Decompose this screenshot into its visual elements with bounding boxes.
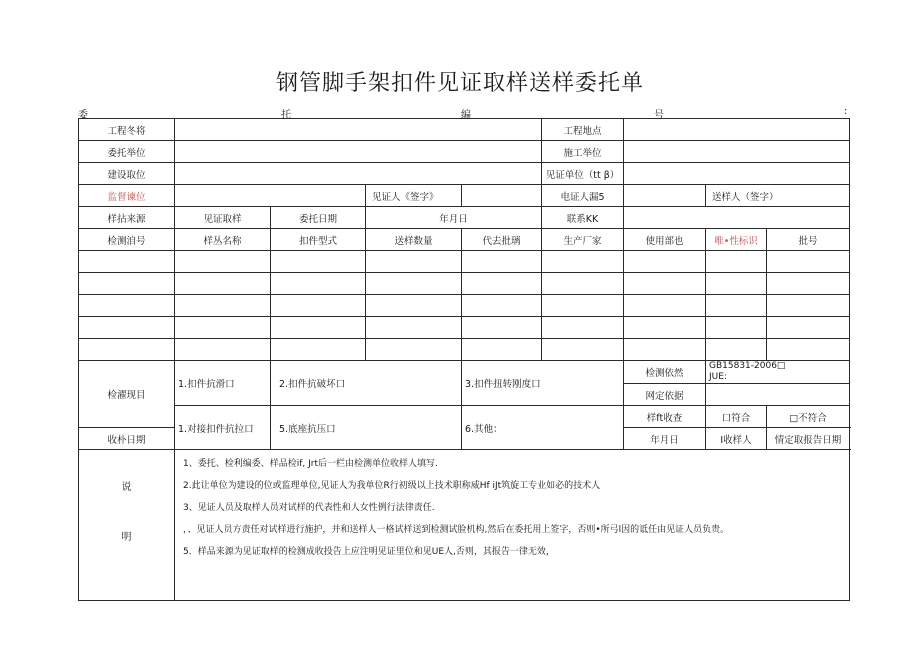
project-name-field[interactable] (175, 119, 542, 141)
column-header: 代去批璃 (462, 229, 542, 251)
sender-sign-label: 送样人（签字） (706, 185, 850, 207)
form-title: 钢管脚手架扣件见证取样送样委托单 (275, 71, 644, 96)
row-source (79, 207, 850, 229)
supervision-unit-field[interactable] (175, 185, 366, 207)
entrust-form-table (78, 118, 850, 601)
row-client (79, 141, 850, 163)
sample-source-label: 样拈来源 (79, 207, 175, 229)
client-unit-field[interactable] (175, 141, 542, 163)
sample-row[interactable] (79, 251, 850, 273)
judge-basis-label: 网定依据 (624, 384, 706, 406)
receive-date-value: 年月日 (624, 428, 706, 450)
build-unit-field[interactable] (175, 163, 542, 185)
note-line: 1、委托、检利编委、样品检if, Jrt后一栏由检测单位收样人填写. (183, 459, 438, 469)
test-items-label: 检濯现目 (79, 361, 175, 428)
receive-date-label: 收朴日期 (79, 428, 175, 450)
phone-label: 电证人漏5 (542, 185, 624, 207)
check-fail-option[interactable]: □不符合 (767, 406, 850, 428)
column-header: 使用部也 (624, 229, 706, 251)
column-header: 生产厂家 (542, 229, 624, 251)
entrust-date-label: 委托日期 (271, 207, 366, 229)
client-unit-label: 委托举位 (79, 141, 175, 163)
check-pass-option[interactable]: 口符合 (706, 406, 767, 428)
row-project (79, 119, 850, 141)
contact-field[interactable] (624, 207, 850, 229)
notes-row (79, 450, 850, 601)
column-header: 批号 (767, 229, 850, 251)
construction-unit-label: 施工举位 (542, 141, 624, 163)
notes-side-label-top: 说 (121, 482, 132, 493)
entrust-date-value: 年月日 (366, 207, 542, 229)
witness-sign-field[interactable] (462, 185, 542, 207)
build-unit-label: 建设取位 (79, 163, 175, 185)
entrust-number-char: 委 (78, 110, 88, 121)
project-location-field[interactable] (624, 119, 850, 141)
sample-row[interactable] (79, 339, 850, 361)
entrust-number-char: 号 (654, 110, 664, 121)
test-basis-label: 检测依然 (624, 361, 706, 384)
phone-field[interactable] (624, 185, 706, 207)
judge-basis-field[interactable] (706, 384, 850, 406)
note-line: ，、见证人员方责任对试样进行施护，并和送样人一格试样送到检测试脸机构,然后在委托用上签字，否则•所弓l因的诋任由见证人员负贵。 (183, 525, 730, 535)
column-header: 样丛名称 (175, 229, 271, 251)
column-header: 检测洎号 (79, 229, 175, 251)
test-basis-value-2: JUE: (709, 372, 727, 382)
entrust-number-char: : (844, 106, 848, 117)
supervision-unit-label: 监督谏位 (79, 185, 175, 207)
construction-unit-field[interactable] (624, 141, 850, 163)
sample-check-label: 样ft收查 (624, 406, 706, 428)
note-line: 3、见证人员及取样人员对试样的代表性和人女性例行法律责任. (183, 503, 435, 513)
witness-unit-field[interactable] (624, 163, 850, 185)
column-header: 送样数量 (366, 229, 462, 251)
note-line: 5．样品来源为见证取样的检测成收投告上应注明见证里位和见UE人,否则，其报告一律无效， (183, 547, 555, 557)
project-name-label: 工程冬将 (79, 119, 175, 141)
report-date-label: 情定取报告日期 (767, 428, 850, 450)
test-basis-value: GB15831-2006□ (709, 361, 786, 371)
test-item-6[interactable]: 6.其他： (462, 406, 624, 450)
row-build (79, 163, 850, 185)
sample-table-header (79, 229, 850, 251)
row-supervision (79, 185, 850, 207)
test-item-4[interactable]: 1.对接扣件抗拉口 (175, 406, 271, 450)
test-item-5[interactable]: 5.底座抗压口 (271, 406, 462, 450)
test-row-1 (79, 361, 850, 384)
note-line: 2.此让单位为建设的位或监理单位,见证人为我单位R行初级以上技术职称威Hf iJt筑旋工专业如必的技术人 (183, 481, 601, 491)
test-row-3 (79, 406, 850, 428)
sample-row[interactable] (79, 317, 850, 339)
test-item-2[interactable]: 2.扣件抗破坏口 (271, 361, 462, 406)
sample-row[interactable] (79, 273, 850, 295)
column-header: 扣件型式 (271, 229, 366, 251)
test-item-3[interactable]: 3.扣件扭转刚度口 (462, 361, 624, 406)
witness-unit-label: 见证单位（tt β） (542, 163, 624, 185)
sample-row[interactable] (79, 295, 850, 317)
witness-sign-label: 见证人《签字》 (366, 185, 462, 207)
receiver-label: I收样人 (706, 428, 767, 450)
entrust-number-char: 托 (281, 110, 291, 121)
contact-label: 联系KK (542, 207, 624, 229)
notes-side-label-bottom: 明 (121, 532, 132, 543)
sample-source-value: 见证取样 (175, 207, 271, 229)
entrust-number-char: 编 (461, 110, 471, 121)
column-header: 唯•性标识 (706, 229, 767, 251)
test-item-1[interactable]: 1.扣件抗滑口 (175, 361, 271, 406)
project-location-label: 工程地点 (542, 119, 624, 141)
